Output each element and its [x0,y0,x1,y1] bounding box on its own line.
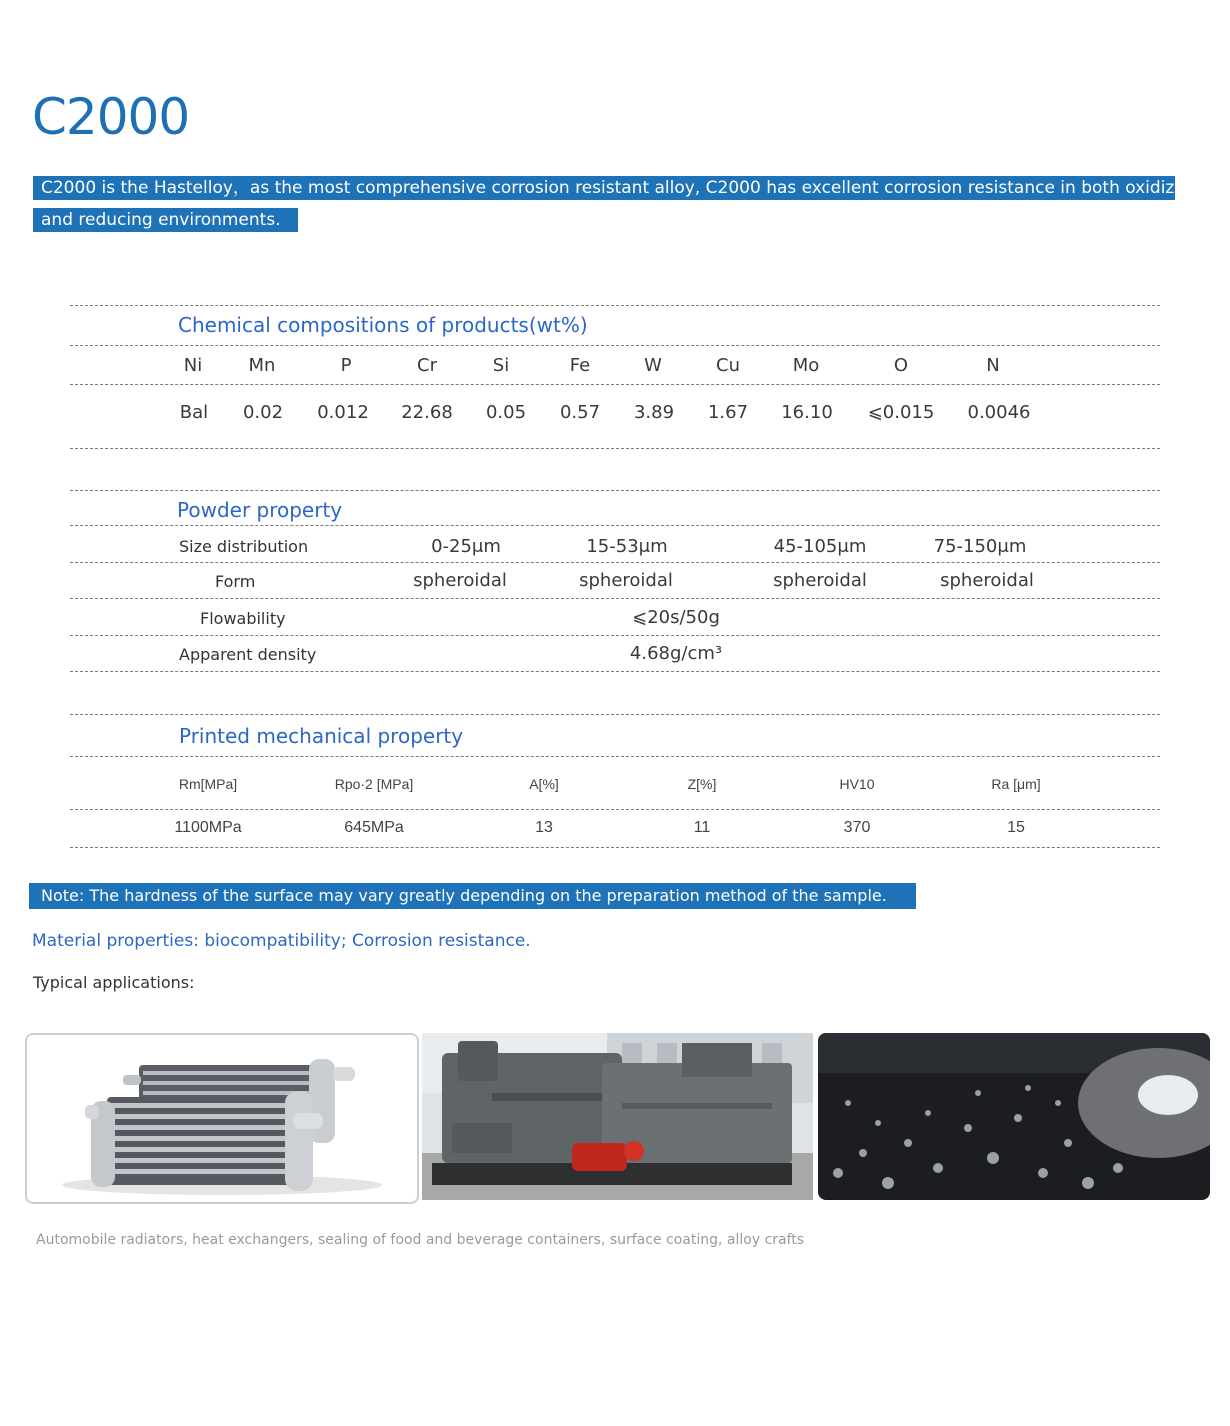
divider [70,756,1160,757]
flowability-label: Flowability [200,609,286,628]
divider [70,345,1160,346]
material-properties: Material properties: biocompatibility; Corrosion resistance. [32,931,531,951]
heat-exchanger-image [422,1033,813,1200]
mechanical-header: Rpo·2 [MPa] [334,776,414,792]
element-value: Bal [179,402,209,423]
chemical-section-title: Chemical compositions of products(wt%) [178,313,588,337]
element-header: Cu [716,355,740,376]
divider [70,598,1160,599]
flowability-value: ⩽20s/50g [632,607,720,628]
element-header: Cr [417,355,437,376]
element-header: Mn [248,355,276,376]
page-title: C2000 [32,88,190,146]
divider [70,847,1160,848]
element-header: P [340,355,352,376]
divider [70,671,1160,672]
divider [70,305,1160,306]
element-header: Mo [792,355,820,376]
mechanical-value: 645MPa [344,819,404,836]
mechanical-header: HV10 [839,776,875,792]
element-value: 0.012 [317,402,369,423]
mechanical-header: A[%] [529,776,559,792]
powder-section-title: Powder property [177,498,343,522]
form-label: Form [215,572,256,591]
mechanical-value: 11 [693,819,711,836]
element-value: 16.10 [781,402,833,423]
size-distribution-label: Size distribution [179,537,309,556]
form-value: spheroidal [579,570,673,591]
mechanical-header: Rm[MPa] [178,776,238,792]
form-value: spheroidal [940,570,1034,591]
mechanical-value: 13 [535,819,553,836]
mechanical-value: 15 [1007,819,1025,836]
divider [70,809,1160,810]
form-value: spheroidal [413,570,507,591]
element-header: W [644,355,662,376]
element-value: 22.68 [401,402,453,423]
element-header: Ni [183,355,203,376]
mechanical-header: Ra [μm] [991,776,1041,792]
apparent-density-value: 4.68g/cm³ [629,643,723,664]
note-banner: Note: The hardness of the surface may vary greatly depending on the preparation method of the sample. [29,883,916,909]
element-value: 0.57 [559,402,601,423]
form-value: spheroidal [773,570,867,591]
element-header: N [986,355,1000,376]
mechanical-value: 370 [843,819,871,836]
divider [70,448,1160,449]
divider [70,635,1160,636]
mechanical-header: Z[%] [687,776,717,792]
radiator-image [25,1033,419,1204]
divider [70,490,1160,491]
applications-caption: Automobile radiators, heat exchangers, sealing of food and beverage containers, surface coating, alloy crafts [36,1232,805,1248]
element-value: ⩽0.015 [867,402,935,423]
element-value: 3.89 [633,402,675,423]
element-header: Si [492,355,510,376]
surface-coating-image [818,1033,1210,1200]
divider [70,562,1160,563]
mechanical-value: 1100MPa [174,819,242,836]
intro-line-1: C2000 is the Hastelloy，as the most comprehensive corrosion resistant alloy, C2000 has excellent corrosion resistance in both oxidizing [33,176,1175,200]
divider [70,384,1160,385]
typical-applications-label: Typical applications: [33,973,195,992]
apparent-density-label: Apparent density [179,645,317,664]
size-value: 15-53μm [586,536,668,557]
element-header: O [893,355,909,376]
element-header: Fe [569,355,591,376]
element-value: 0.0046 [967,402,1031,423]
size-value: 45-105μm [773,536,867,557]
size-value: 0-25μm [431,536,501,557]
element-value: 0.05 [485,402,527,423]
size-value: 75-150μm [933,536,1027,557]
divider [70,714,1160,715]
intro-line-2: and reducing environments. [33,208,298,232]
element-value: 0.02 [242,402,284,423]
element-value: 1.67 [707,402,749,423]
divider [70,525,1160,526]
mechanical-section-title: Printed mechanical property [179,724,464,748]
